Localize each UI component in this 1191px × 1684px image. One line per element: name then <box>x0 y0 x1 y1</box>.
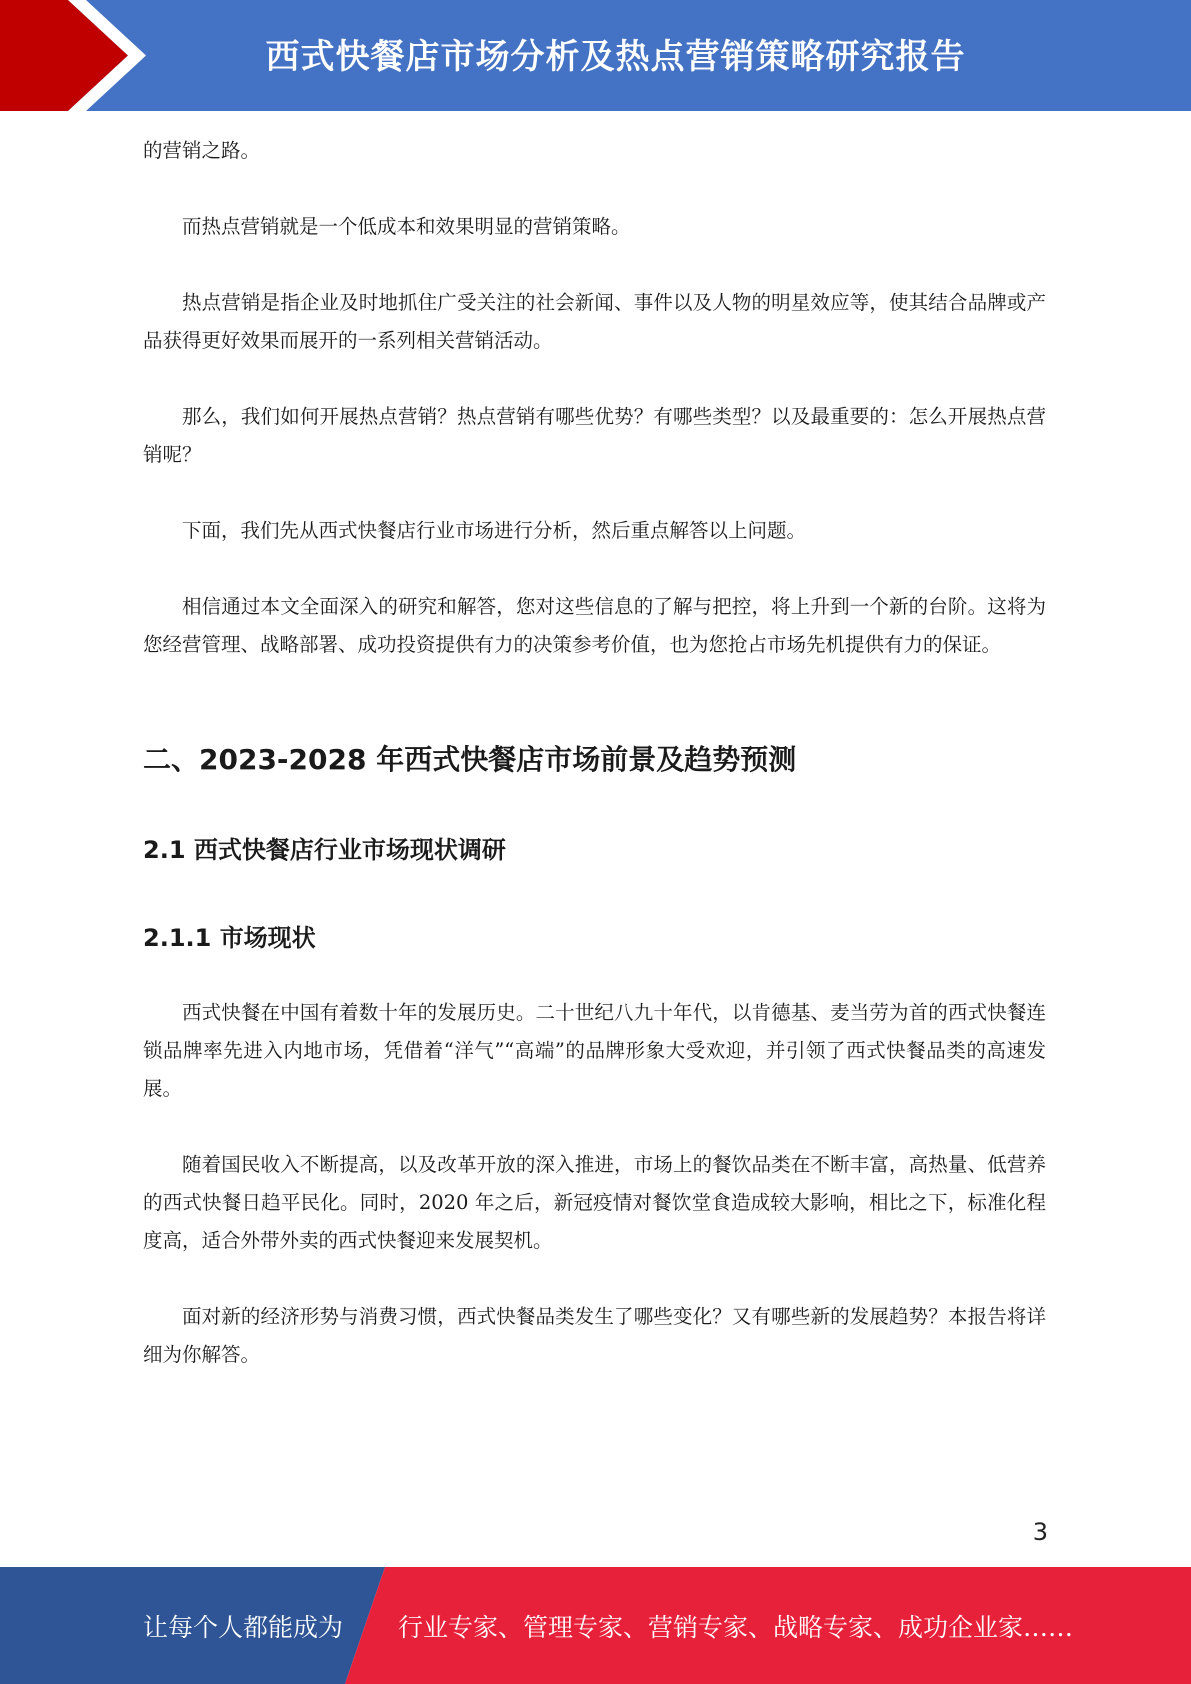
paragraph: 面对新的经济形势与消费习惯，西式快餐品类发生了哪些变化？又有哪些新的发展趋势？本报告将详细为你解答。 <box>143 1305 1046 1366</box>
paragraph: 随着国民收入不断提高，以及改革开放的深入推进，市场上的餐饮品类在不断丰富，高热量、低营养的西式快餐日趋平民化。同时，2020 年之后，新冠疫情对餐饮堂食造成较大影响，相比之下，标准化程度高，适合外带外卖的西式快餐迎来发展契机。 <box>143 1153 1046 1252</box>
paragraph: 的营销之路。 <box>143 139 261 162</box>
subsubsection-heading: 2.1.1 市场现状 <box>143 924 316 952</box>
report-title: 西式快餐店市场分析及热点营销策略研究报告 <box>265 36 966 77</box>
paragraph: 而热点营销就是一个低成本和效果明显的营销策略。 <box>182 215 631 238</box>
red-chevron-icon <box>0 0 160 111</box>
paragraph: 那么，我们如何开展热点营销？热点营销有哪些优势？有哪些类型？以及最重要的：怎么开展热点营销呢？ <box>143 405 1046 466</box>
paragraph: 下面，我们先从西式快餐店行业市场进行分析，然后重点解答以上问题。 <box>182 519 807 542</box>
section-heading: 二、2023-2028 年西式快餐店市场前景及趋势预测 <box>143 743 797 776</box>
paragraph: 西式快餐在中国有着数十年的发展历史。二十世纪八九十年代，以肯德基、麦当劳为首的西式快餐连锁品牌率先进入内地市场，凭借着“洋气”“高端”的品牌形象大受欢迎，并引领了西式快餐品类的高速发展。 <box>143 1001 1046 1100</box>
document-body <box>143 132 1046 1374</box>
footer-slogan-left: 让每个人都能成为 <box>143 1612 344 1642</box>
paragraph: 相信通过本文全面深入的研究和解答，您对这些信息的了解与把控，将上升到一个新的台阶。这将为您经营管理、战略部署、成功投资提供有力的决策参考价值，也为您抢占市场先机提供有力的保证。 <box>143 595 1046 656</box>
subsection-heading: 2.1 西式快餐店行业市场现状调研 <box>143 836 506 864</box>
footer-slogan-right: 行业专家、管理专家、营销专家、战略专家、成功企业家…… <box>398 1612 1074 1642</box>
header-banner <box>0 0 1191 111</box>
page-number: 3 <box>1032 1518 1048 1546</box>
paragraph: 热点营销是指企业及时地抓住广受关注的社会新闻、事件以及人物的明星效应等，使其结合品牌或产品获得更好效果而展开的一系列相关营销活动。 <box>143 291 1046 352</box>
footer-banner <box>0 1567 1191 1684</box>
